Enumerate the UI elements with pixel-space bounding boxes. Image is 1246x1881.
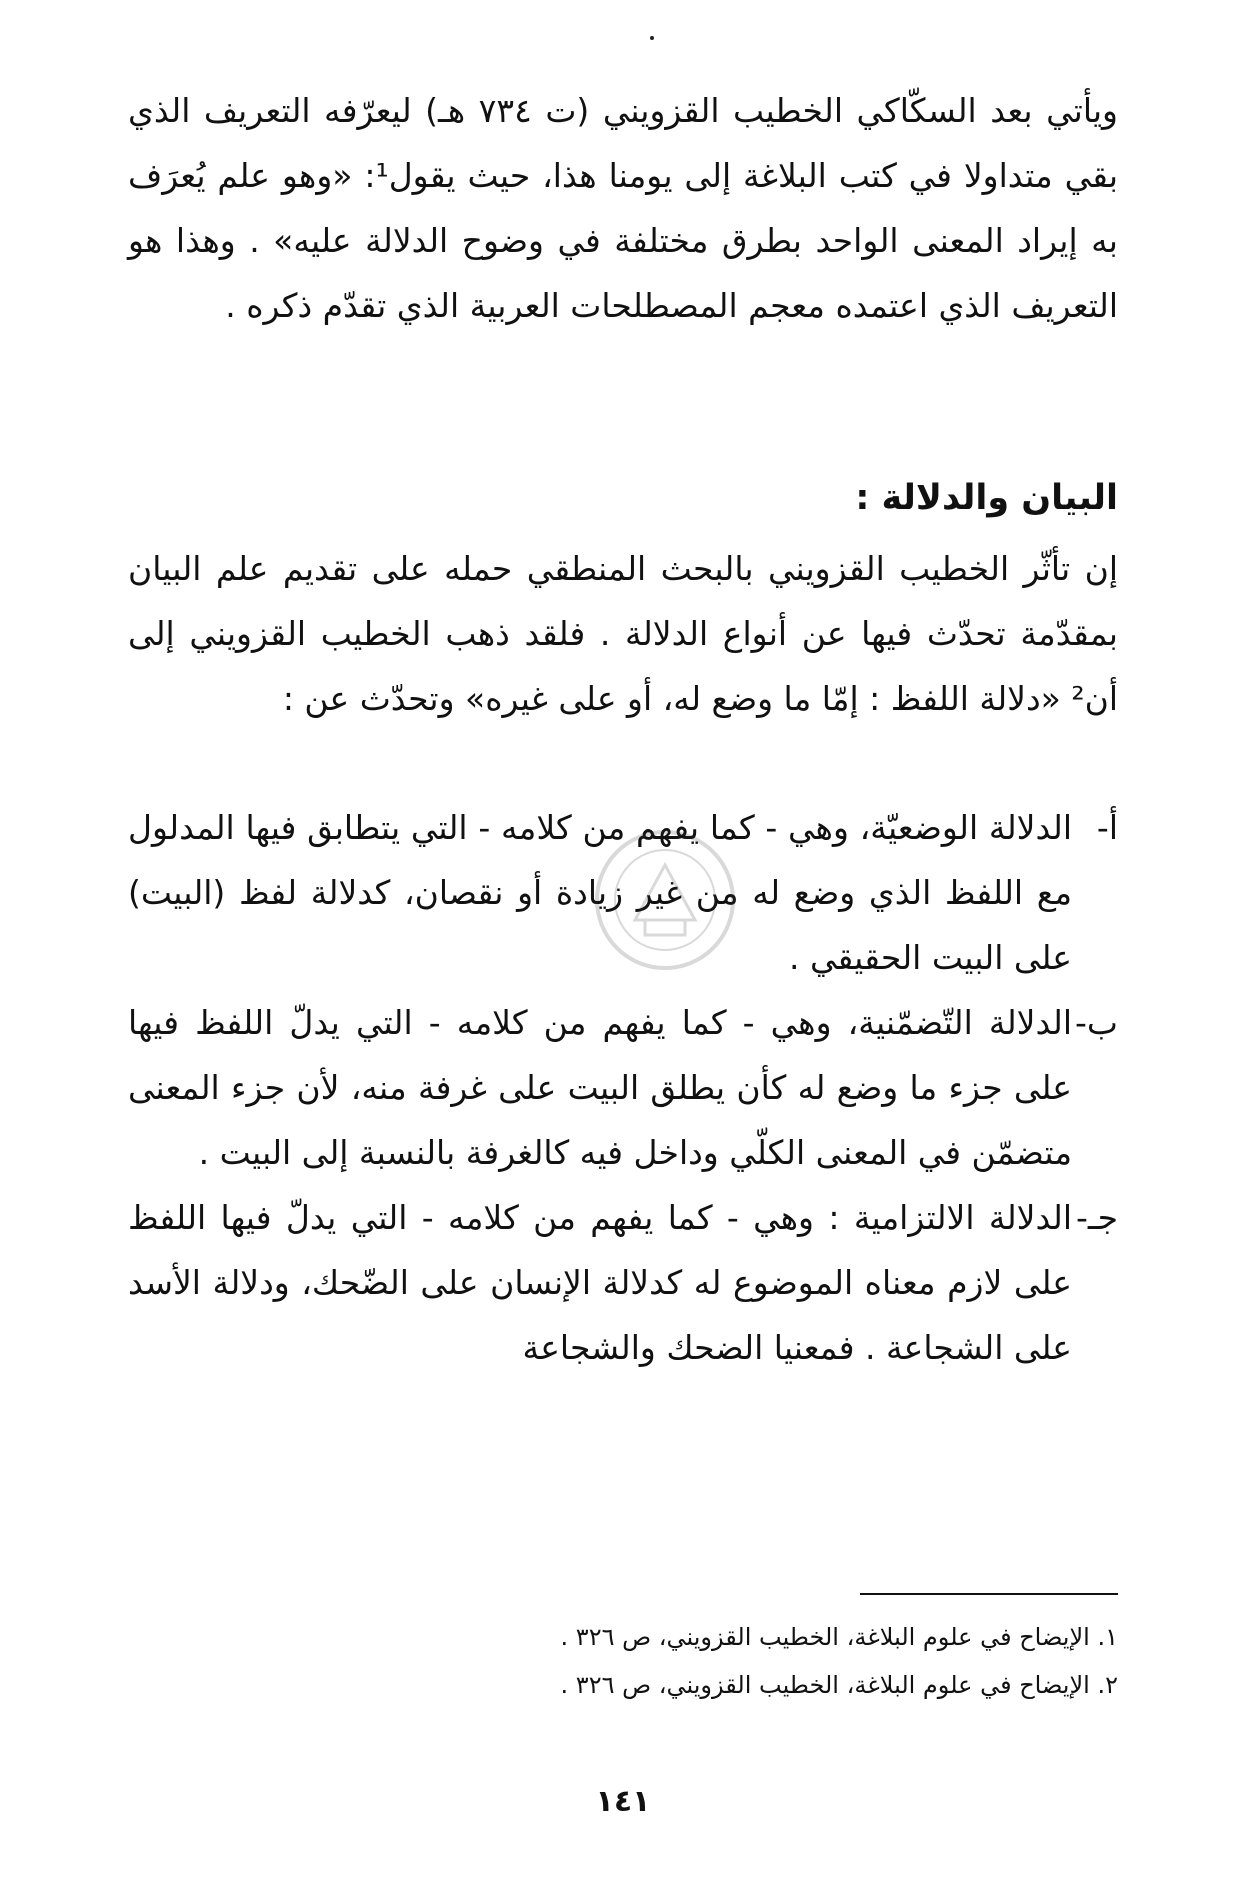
list-item-text: الدلالة الوضعيّة، وهي - كما يفهم من كلامه - التي يتطابق فيها المدلول مع اللفظ الذي وضع له من غير زيادة أو نقصان، كدلالة لفظ (البيت) على البيت الحقيقي . — [128, 808, 1072, 977]
stray-ink-dot — [650, 36, 654, 40]
library-stamp-watermark — [590, 825, 740, 975]
intro-paragraph: ويأتي بعد السكّاكي الخطيب القزويني (ت ٧٣٤ هـ) ليعرّفه التعريف الذي بقي متداولا في كتب البلاغة إلى يومنا هذا، حيث يقول¹: «وهو علم يُعرَف به إيراد المعنى الواحد بطرق مختلفة في وضوح الدلالة عليه» . وهذا هو التعريف الذي اعتمده معجم المصطلحات العربية الذي تقدّم ذكره . — [128, 91, 1119, 325]
list-item-text: الدلالة التّضمّنية، وهي - كما يفهم من كلامه - التي يدلّ اللفظ فيها على جزء ما وضع له كأن يطلق البيت على غرفة منه، لأن جزء المعنى متضمّن في المعنى الكلّي وداخل فيه كالغرفة بالنسبة إلى البيت . — [128, 1003, 1072, 1172]
page-number: ١٤١ — [595, 1784, 651, 1819]
section-heading: البيان والدلالة : — [855, 478, 1118, 518]
list-item-text: الدلالة الالتزامية : وهي - كما يفهم من كلامه - التي يدلّ فيها اللفظ على لازم معناه الموضوع له كدلالة الإنسان على الضّحك، ودلالة الأسد على الشجاعة . فمعنيا الضحك والشجاعة — [128, 1198, 1072, 1367]
list-item — [128, 990, 1118, 1185]
list-item — [128, 1185, 1118, 1380]
footnote-separator — [860, 1593, 1118, 1595]
footnote-1: ١. الإيضاح في علوم البلاغة، الخطيب القزويني، ص ٣٢٦ . — [560, 1623, 1118, 1651]
list-marker: ب- — [1075, 1003, 1118, 1042]
list-marker: جـ- — [1076, 1198, 1118, 1237]
list-marker: أ- — [1096, 808, 1118, 847]
footnotes — [128, 1613, 1118, 1709]
footnote-2: ٢. الإيضاح في علوم البلاغة، الخطيب القزويني، ص ٣٢٦ . — [560, 1671, 1118, 1699]
section-paragraph: إن تأثّر الخطيب القزويني بالبحث المنطقي حمله على تقديم علم البيان بمقدّمة تحدّث فيها عن أنواع الدلالة . فلقد ذهب الخطيب القزويني إلى أن² «دلالة اللفظ : إمّا ما وضع له، أو على غيره» وتحدّث عن : — [128, 549, 1118, 718]
